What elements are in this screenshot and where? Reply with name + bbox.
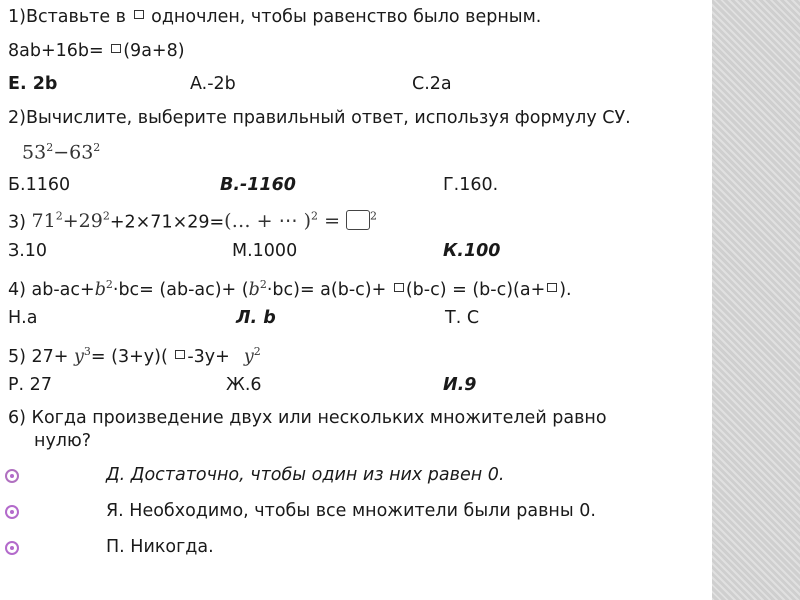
bullet-icon [5, 541, 19, 555]
q6-option-ya: Я. Необходимо, чтобы все множители были равны 0. [106, 501, 596, 521]
q3-option-z: З.10 [8, 241, 48, 261]
q4-option-l: Л. b [236, 308, 276, 328]
q3-option-m: М.1000 [232, 241, 298, 261]
placeholder-box [175, 350, 185, 359]
q6-title-line2: нулю? [34, 431, 92, 451]
answer-box [346, 210, 370, 230]
q2-option-g: Г.160. [443, 175, 499, 195]
q2-title: 2)Вычислите, выберите правильный ответ, используя формулу СУ. [8, 108, 631, 128]
placeholder-box [134, 10, 144, 19]
y-squared: $y^2$ [243, 345, 261, 367]
q5-option-r: Р. 27 [8, 375, 52, 395]
b-squared: $b^2$ [94, 278, 113, 300]
q1-option-a: A.-2b [190, 74, 236, 94]
q2-option-b: Б.1160 [8, 175, 71, 195]
q6-option-d: Д. Достаточно, чтобы один из них равен 0. [106, 465, 505, 485]
bullet-icon [5, 505, 19, 519]
q3-option-k: К.100 [443, 241, 501, 261]
q5-option-zh: Ж.6 [226, 375, 262, 395]
q6-title-line1: 6) Когда произведение двух или нескольких множителей равно [8, 408, 607, 428]
q6-option-p: П. Никогда. [106, 537, 214, 557]
q3-expression: 3) $71^2+29^2+2\times 71\times 29=(\dots$ + ⋯ )$^2$ = $^2$ [8, 210, 378, 233]
q1-option-e: E. 2b [8, 74, 58, 94]
q5-option-i: И.9 [443, 375, 477, 395]
placeholder-box [394, 283, 404, 292]
bullet-icon [5, 469, 19, 483]
q3-template: (… + ⋯ )$^2$ = $^2$ [224, 210, 378, 233]
placeholder-box [111, 44, 121, 53]
q2-option-v: В.-1160 [220, 175, 296, 195]
placeholder-box [547, 283, 557, 292]
q5-expression: 5) $27+ y^3= (3+y)$( $-3y+ y^2$ [8, 345, 261, 367]
q3-sum-of-squares: $71^2+29^2$ [31, 210, 110, 233]
q4-option-n: Н.а [8, 308, 38, 328]
q1-equation: 8ab+16b= (9a+8) [8, 41, 185, 61]
decorative-side-stripe [712, 0, 800, 600]
q1-option-c: C.2a [412, 74, 452, 94]
q4-expression: 4) $ab-ac+b^2\cdot bc= (ab-ac)+ (b^2\cdot bc)= a(b-c)+ (b-c) = (b-c)(a+$ ). [8, 278, 572, 300]
b-squared: $b^2$ [248, 278, 267, 300]
q1-title: 1)Вставьте в одночлен, чтобы равенство было верным. [8, 7, 542, 27]
q2-expression: $53^2-63^2$ [22, 141, 101, 164]
y-cubed: $y^3$ [74, 345, 91, 367]
q4-option-t: Т. С [445, 308, 480, 328]
